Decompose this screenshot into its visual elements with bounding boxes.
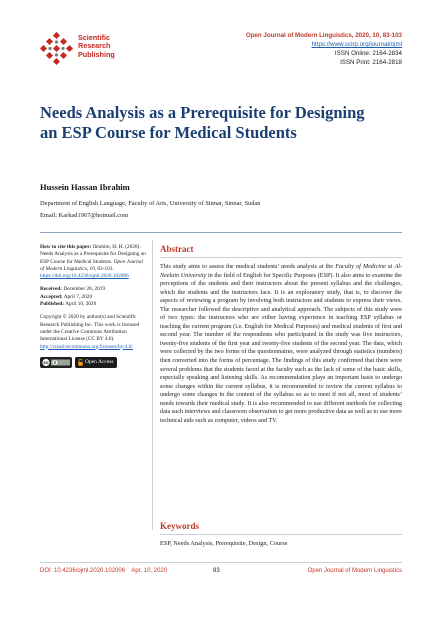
citation-doi-link[interactable]: https://doi.org/10.4236/ojml.2020.102006: [40, 273, 129, 280]
author-affiliation: Department of English Language, Faculty of Arts, University of Sinnar, Sinnar, Sudan: [40, 200, 261, 207]
abstract-faculty: Faculty of Medicine: [335, 264, 386, 270]
received-label: Received:: [40, 286, 63, 293]
page-number: 83: [213, 568, 220, 574]
publisher-name-line: Publishing: [78, 49, 115, 59]
published-date: April 10, 2020: [65, 301, 97, 308]
license-link[interactable]: http://creativecommons.org/licenses/by/4.0/: [40, 343, 133, 350]
footer-doi: DOI: 10.4236/ojml.2020.102006 Apr. 10, 2020: [40, 568, 168, 574]
received-date: December 28, 2019: [63, 286, 106, 293]
accepted-date: April 7, 2020: [63, 293, 93, 300]
footer-journal: Open Journal of Modern Linguistics: [307, 568, 402, 574]
header-divider: [40, 232, 402, 233]
journal-info: [246, 31, 402, 67]
author-name: Hussein Hassan Ibrahim: [40, 182, 130, 192]
copyright-block: [40, 314, 148, 350]
abstract-university: Al-Neelain University: [160, 264, 402, 279]
open-access-label: Open Access: [85, 358, 114, 365]
sidebar: [40, 244, 148, 368]
abstract-text: This study aims to assess the medical students’ needs analysis at the: [160, 264, 334, 270]
publisher-name: [78, 34, 115, 59]
dates-block: [40, 286, 148, 308]
author-email: Email: Karkad1967@hotmail.com: [40, 212, 129, 219]
keywords-heading: Keywords: [160, 521, 199, 531]
footer-divider: [40, 562, 402, 563]
citation-text: Ibrahim, H. H. (2020). Needs Analysis as a Prerequisite for Designing an ESP Course for Medical Students.: [40, 244, 146, 265]
cc-by-badge-icon[interactable]: [40, 357, 72, 368]
abstract-text: at: [387, 264, 393, 270]
publisher-name-line: Scientific: [78, 33, 110, 42]
journal-citation: Open Journal of Modern Linguistics, 2020, 10, 83-103: [245, 32, 402, 39]
citation-journal: Open Journal of Modern Linguistics, 10,: [40, 258, 143, 272]
svg-text:cc: cc: [43, 361, 49, 367]
published-label: Published:: [40, 301, 65, 308]
publisher-logo-icon: [40, 32, 74, 66]
keywords-list: ESP, Needs Analysis, Prerequisite, Design, Course: [160, 540, 288, 547]
abstract-heading-rule: [160, 257, 402, 258]
publisher-name-line: Research: [78, 41, 111, 51]
citation-label: How to cite this paper:: [40, 244, 92, 250]
accepted-label: Accepted:: [40, 293, 63, 300]
paper-title: Needs Analysis as a Prerequisite for Designing an ESP Course for Medical Students: [40, 103, 365, 142]
open-lock-icon: [78, 359, 83, 366]
issn-online: ISSN Online: 2164-2834: [334, 50, 402, 57]
column-divider: [152, 240, 153, 530]
license-badges: [40, 357, 148, 368]
keywords-heading-rule: [160, 534, 402, 535]
copyright-text: Copyright © 2020 by author(s) and Scientific Research Publishing Inc. This work is licensed under the Creative Commons Attribution International License (CC BY 4.0).: [40, 314, 140, 343]
citation-pages: 83-103.: [97, 265, 114, 272]
issn-print: ISSN Print: 2164-2818: [340, 59, 402, 66]
abstract-text: in the field of English for Specific Purposes (ESP). It also aims to examine the perceptions of the students and their instructors about the present syllabus and the challenges, which the students and the instructors face. It is an exploratory study, that is, to discover the aspects of reviewing a program by involving both instructors and students to express their views. The researcher followed the descriptive and analytical approach. The subjects of this study were of two types: the instructors who are either having experience in teaching ESP syllabus or teaching the current program (i.e. English for Medical Purposes) and medical students of first and second year. The number of the respondents who participated in the study was five instructors, twenty-five students of the first year and twenty-five students of the second year. The data, which were collected by the two forms of the questionnaires, were analyzed through statistics (numbers) then converted into the forms of percentage. The findings of this study confirmed that there were several problems that the students faced at the faculty such as the lack of some of the basic skills, especially speaking and listening skills. As recommendation plays an important basis to undergo some changes within the current syllabus, it is recommended to review the current syllabus to undergo some changes in the content of the syllabus so as to meet if not all, most of students’ needs towards their medical study. It is also recommended to use different methods for collecting data such interviews and classroom observation to get more productive data as well as to use more technical aids such as computer, videos and TV.: [160, 272, 402, 424]
citation-block: [40, 244, 148, 280]
abstract-body: [160, 263, 402, 425]
journal-url-link[interactable]: https://www.scirp.org/journal/ojml: [311, 41, 402, 48]
abstract-heading: Abstract: [160, 244, 194, 254]
open-access-badge[interactable]: [75, 357, 117, 368]
publisher-logo: [40, 30, 140, 68]
